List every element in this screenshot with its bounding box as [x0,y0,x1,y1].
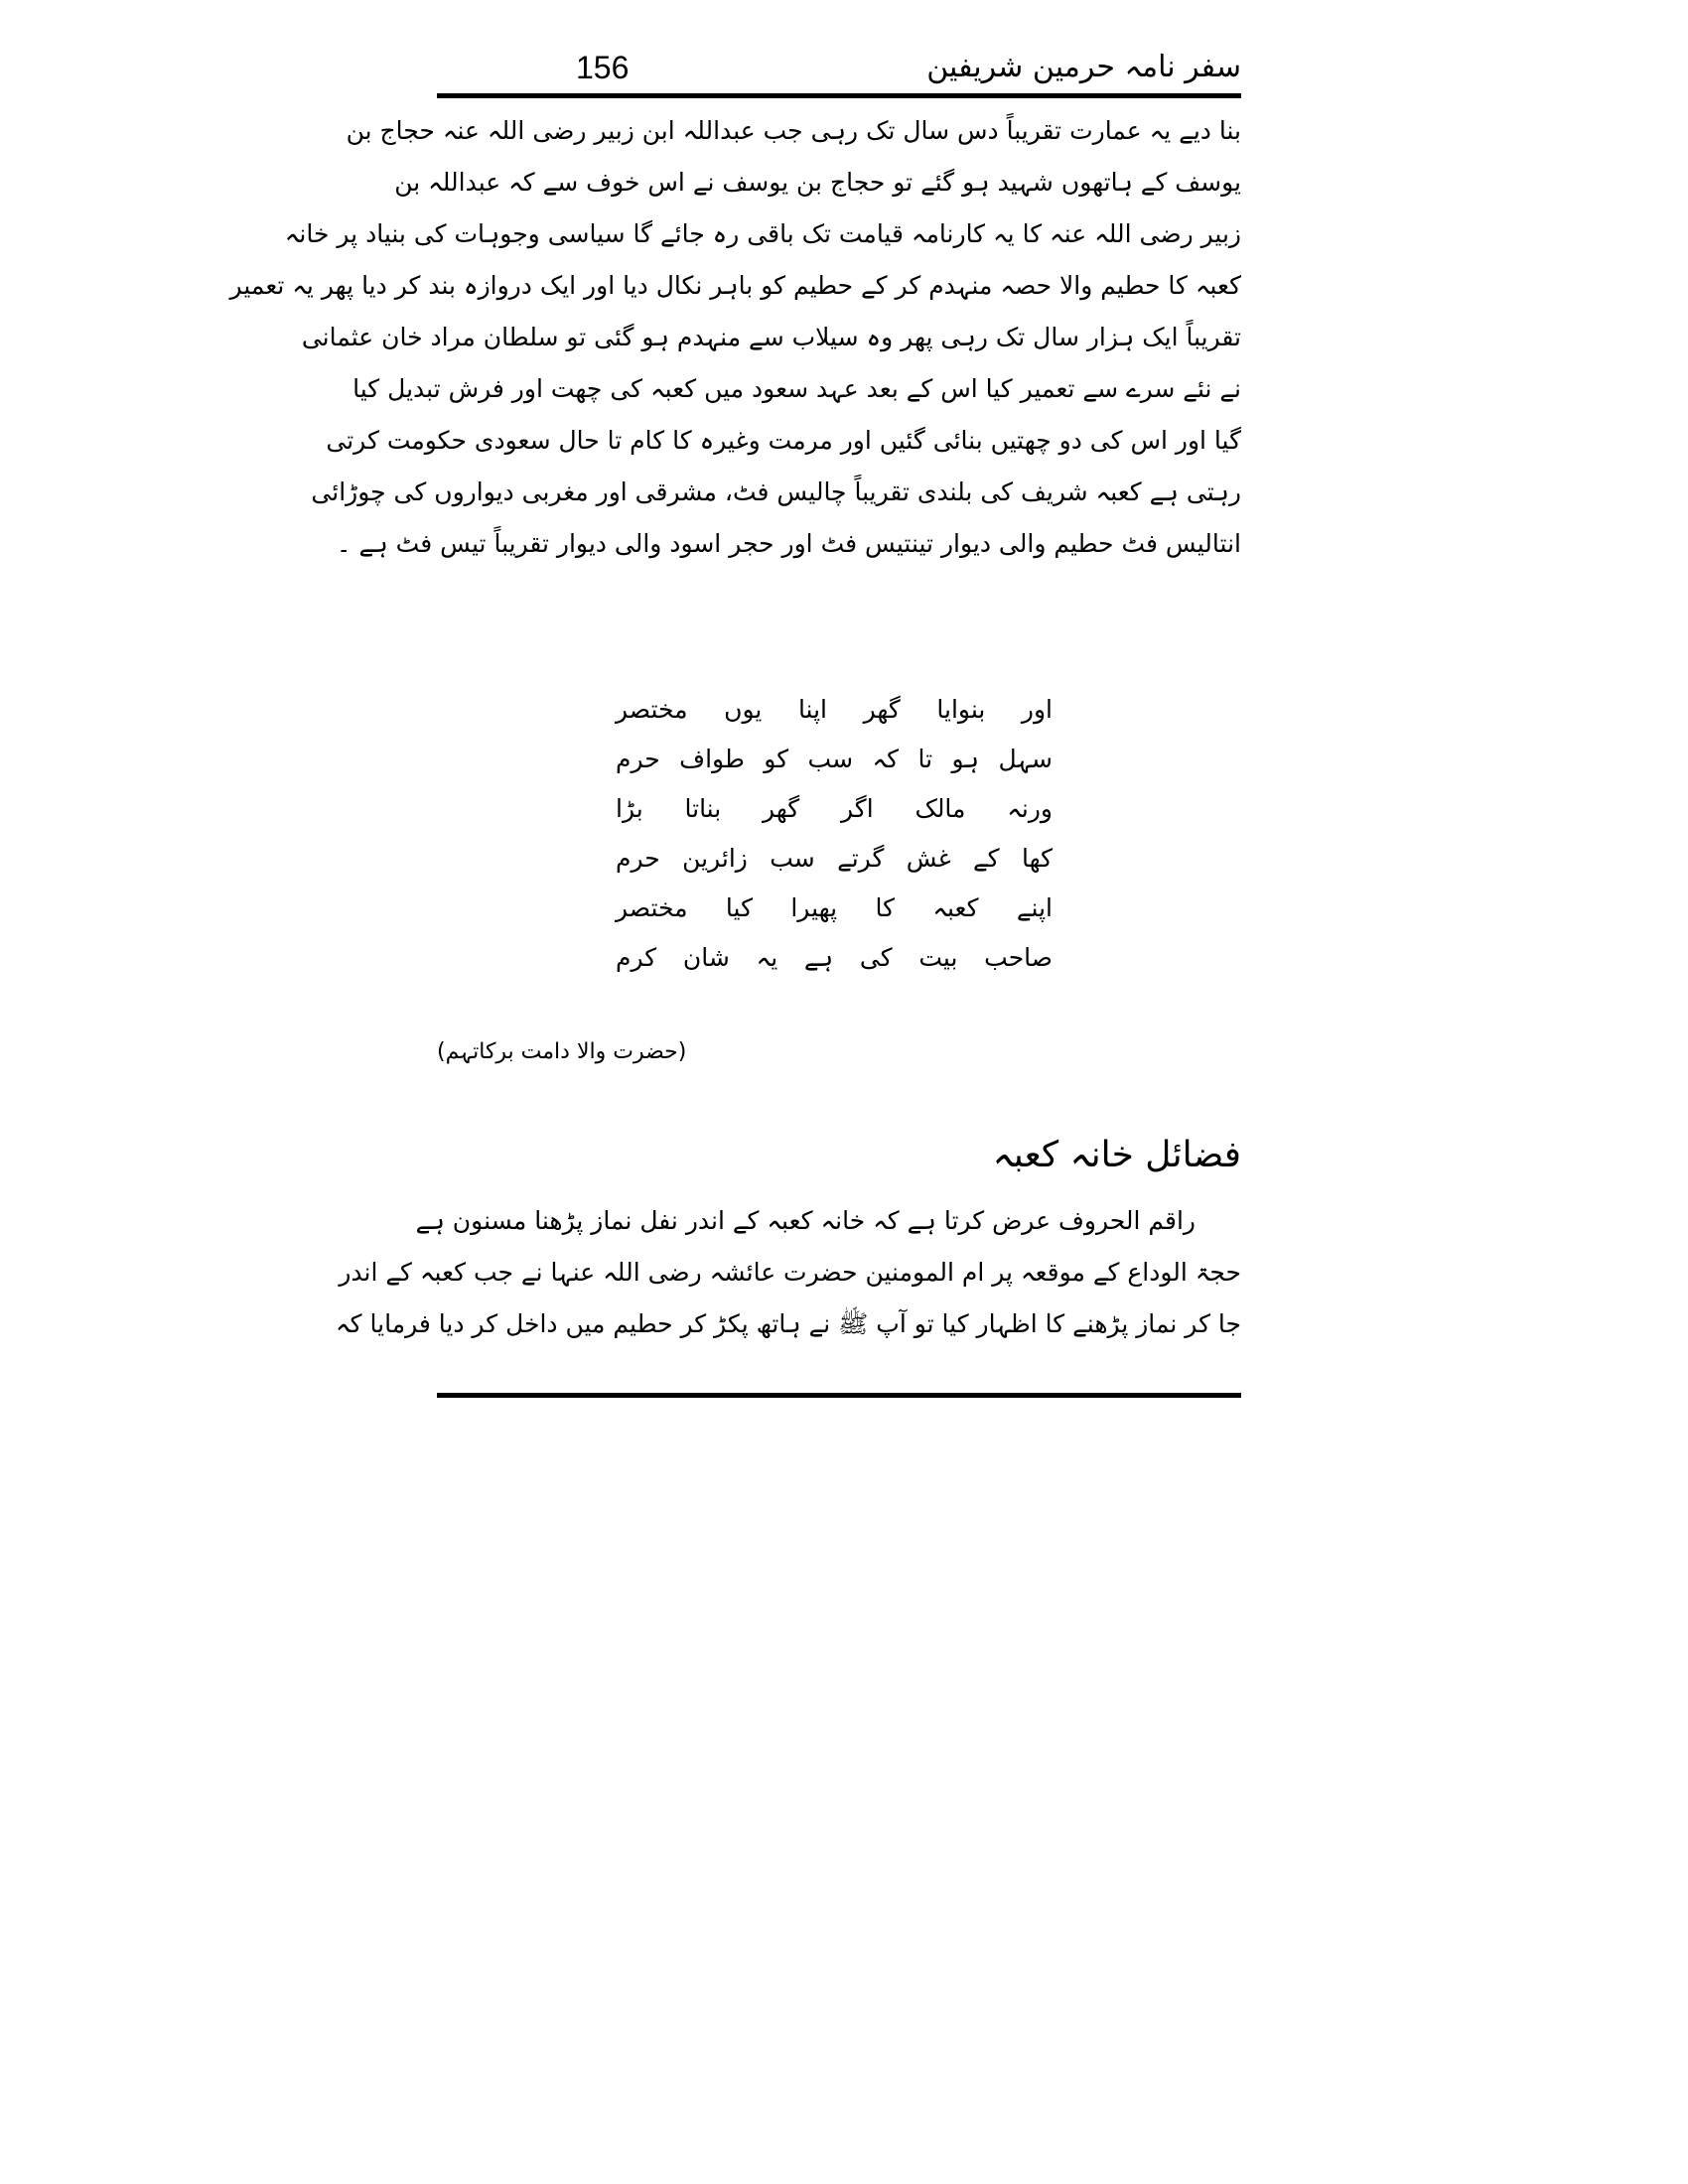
poem-verse: اور بنوایا گھر اپنا یوں مختصر [616,695,1053,724]
text-line: یوسف کے ہاتھوں شہید ہو گئے تو حجاج بن یوسف نے اس خوف سے کہ عبداللہ بن [394,168,1241,197]
poem-verse: اپنے کعبہ کا پھیرا کیا مختصر [616,893,1053,922]
poem-verse: ورنہ مالک اگر گھر بناتا بڑا [616,794,1053,823]
text-line: زبیر رضی اللہ عنہ کا یہ کارنامہ قیامت تک باقی رہ جائے گا سیاسی وجوہات کی بنیاد پر خانہ [284,219,1241,248]
text-line: انتالیس فٹ حطیم والی دیوار تینتیس فٹ اور حجر اسود والی دیوار تقریباً تیس فٹ ہے ۔ [336,529,1241,558]
text-line: رہتی ہے کعبہ شریف کی بلندی تقریباً چالیس فٹ، مشرقی اور مغربی دیواروں کی چوڑائی [311,478,1241,506]
text-line: گیا اور اس کی دو چھتیں بنائی گئیں اور مرمت وغیرہ کا کام تا حال سعودی حکومت کرتی [326,426,1241,455]
text-line: تقریباً ایک ہزار سال تک رہی پھر وہ سیلاب سے منہدم ہو گئی تو سلطان مراد خان عثمانی [301,323,1241,351]
text-line: نے نئے سرے سے تعمیر کیا اس کے بعد عہد سعود میں کعبہ کی چھت اور فرش تبدیل کیا [352,374,1241,403]
header-rule [437,93,1241,98]
text-line: راقم الحروف عرض کرتا ہے کہ خانہ کعبہ کے اندر نفل نماز پڑھنا مسنون ہے [415,1206,1196,1235]
footer-rule [437,1393,1241,1398]
book-title: سفر نامہ حرمین شریفین [926,50,1241,84]
page-header [437,46,1241,89]
poem-verse: صاحب بیت کی ہے یہ شان کرم [616,943,1053,972]
text-line: کعبہ کا حطیم والا حصہ منہدم کر کے حطیم کو باہر نکال دیا اور ایک دروازہ بند کر دیا پھر یہ تعمیر [229,271,1241,300]
paragraph-kaaba-history [229,105,1241,570]
paragraph-kaaba-virtues [336,1195,1241,1350]
poem-verse: سہل ہو تا کہ سب کو طواف حرم [616,745,1053,773]
poem-verse: کھا کے غش گرتے سب زائرین حرم [616,844,1053,873]
text-line: جا کر نماز پڑھنے کا اظہار کیا تو آپ ﷺ نے ہاتھ پکڑ کر حطیم میں داخل کر دیا فرمایا کہ [336,1309,1241,1338]
text-line: حجۃ الوداع کے موقعہ پر ام المومنین حضرت عائشہ رضی اللہ عنہا نے جب کعبہ کے اندر [339,1258,1241,1287]
text-line: بنا دیے یہ عمارت تقریباً دس سال تک رہی جب عبداللہ ابن زبیر رضی اللہ عنہ حجاج بن [346,116,1241,145]
poem [616,685,1053,983]
page-number: 156 [576,50,630,85]
poem-attribution: (حضرت والا دامت برکاتہم) [437,1039,687,1064]
section-heading: فضائل خانہ کعبہ [992,1135,1241,1175]
